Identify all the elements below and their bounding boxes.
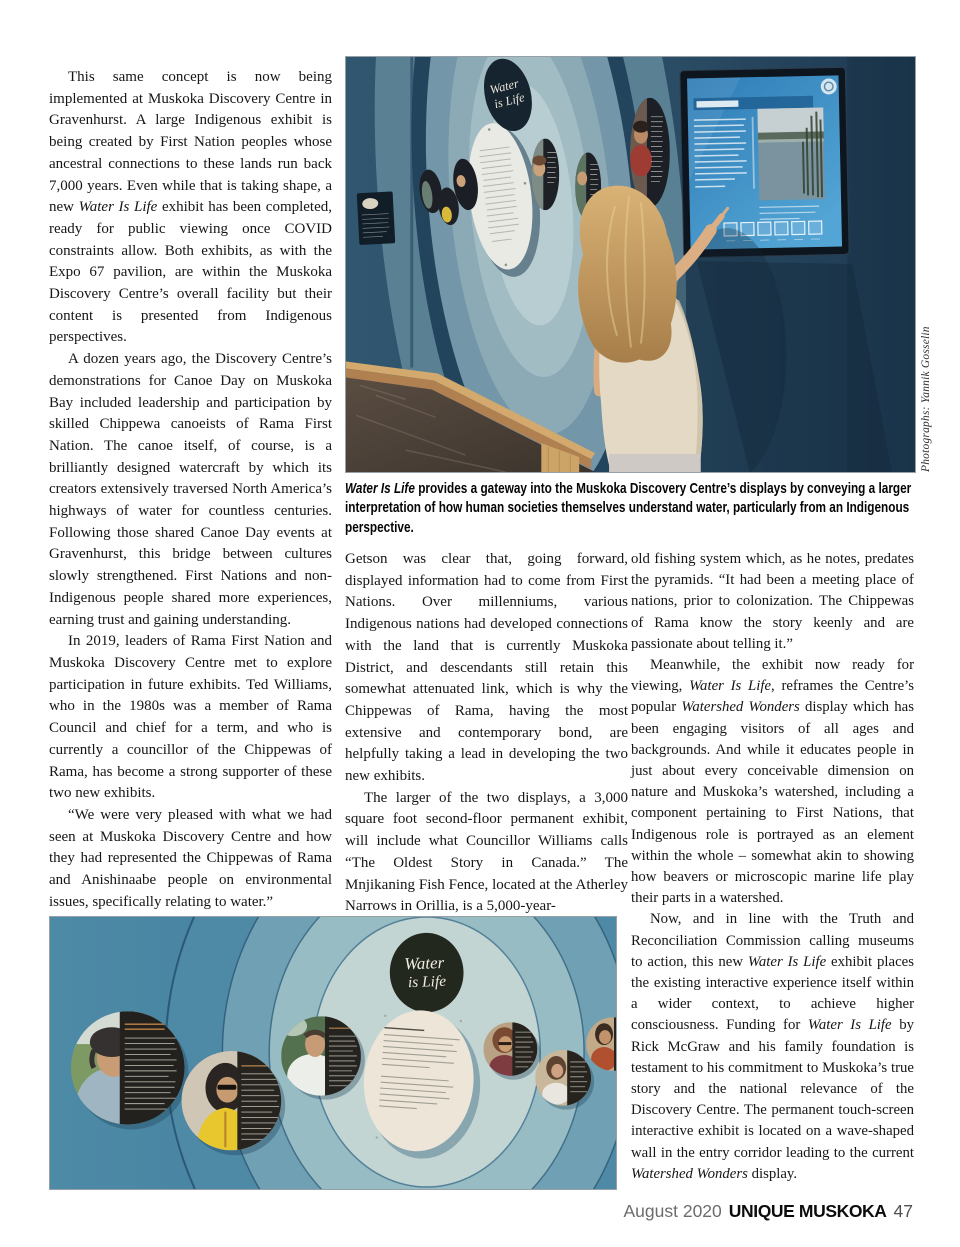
photo-top-illustration (346, 57, 915, 472)
paragraph: Meanwhile, the exhibit now ready for viewing, Water Is Life, reframes the Centre’s popular Watershed Wonders display which has been engaging visitors of all ages and backgrounds. And while it educates people in just about every conceivable dimension on nature and Muskoka’s watershed, including a component pertaining to First Nations, that Indigenous role is portrayed as an element within the whole – somewhat akin to showing how beavers or microscopic marine life play their parts in a watershed. (631, 657, 915, 907)
paragraph: Getson was clear that, going forward, displayed information had to come from First Nations. Over millenniums, various Indigenous nations had developed connections with the land that is currently Muskoka District, and descendants still retain this somewhat attenuated link, which is why the Chippewas of Rama, having the most extensive and contemporary bond, are helpfully taking a lead in developing the two new exhibits. (345, 551, 628, 785)
article-column-right (631, 549, 914, 1185)
wall-title-line2: is Life (407, 972, 447, 992)
photo-caption: Water Is Life provides a gateway into the Muskoka Discovery Centre’s displays by conveying a larger interpretation of how human societies themselves understand water, particularly from an Indigenous perspective. (345, 481, 912, 536)
portrait-light-top (535, 1050, 591, 1106)
footer-issue-date: August 2020 (623, 1201, 722, 1221)
wall-title-line1: Water (403, 953, 445, 974)
paragraph: Now, and in line with the Truth and Reconciliation Commission calling museums to action, this new Water Is Life exhibit places the existing interactive experience itself within a wider context, to achieve higher consciousness. Funding for Water Is Life by Rick McGraw and his family foundation is testament to his commitment to Muskoka’s true story and the national relevance of the Discovery Centre. The permanent touch-screen interactive exhibit is located on a wave-shaped wall in the entry corridor leading to the current Watershed Wonders display. (631, 911, 914, 1182)
photo-bottom-illustration (50, 917, 616, 1189)
paragraph: This same concept is now being implemented at Muskoka Discovery Centre in Gravenhurst. A large Indigenous exhibit is being created by First Nation peoples whose ancestral connections to these lands run back 7,000 years. Even while that is taking shape, a new Water Is Life exhibit has been completed, ready for public viewing once COVID constraints allow. Both exhibits, as with the Expo 67 pavilion, are within the Muskoka Discovery Centre’s overall facility but their content is presented from Indigenous perspectives. (49, 69, 333, 346)
wall-plaque (357, 191, 396, 245)
footer-magazine-name: UNIQUE MUSKOKA (728, 1201, 887, 1221)
article-column-middle (345, 549, 628, 918)
photo-credit: Photographs: Yannik Gosselin (920, 326, 932, 472)
screen-lake-image (757, 108, 825, 201)
footer-page-number: 47 (893, 1201, 913, 1221)
paragraph: The larger of the two displays, a 3,000 square foot second-floor permanent exhibit, will include what Councillor Williams calls “The Oldest Story in Canada.” The Mnjikaning Fish Fence, located at the Atherley Narrows in Orillia, is a 5,000-year- (345, 789, 628, 915)
photo-top-touchscreen-exhibit (345, 56, 916, 473)
paragraph: “We were very pleased with what we had seen at Muskoka Discovery Centre and how they had represented the Chippewas of Rama and Anishinaabe people on environmental issues, specifically relating to water.” (49, 806, 332, 910)
paragraph: old fishing system which, as he notes, predates the pyramids. “It had been a meeting place of nations, prior to colonization. The Chippewas of Rama know the story keenly and are passionate about telling it.” (631, 551, 914, 652)
photo-bottom-exhibit-wall (49, 916, 617, 1190)
wall-title-line1: Water (488, 76, 521, 97)
paragraph: In 2019, leaders of Rama First Nation and Muskoka Discovery Centre met to explore participation in future exhibits. Ted Williams, who in the 1980s was a member of Rama Council and chief for a term, and who is currently a councillor of the Chippewas of Rama, has become a strong supporter of these two new exhibits. (49, 633, 332, 802)
paragraph: A dozen years ago, the Discovery Centre’s demonstrations for Canoe Day on Muskoka Bay included leadership and participation by skilled Chippewa canoeists of Rama First Nation. The canoe itself, of course, is a brilliantly designed watercraft by which its creators extensively traversed North America’s highways of water for countless centuries. Following those shared Canoe Day events at Gravenhurst, this bridge between cultures slowly strengthened. First Nations and non-Indigenous people shared more experiences, earning trust and gaining understanding. (49, 351, 332, 628)
wall-title-line2: is Life (492, 90, 527, 112)
article-column-left (49, 67, 332, 935)
svg-text:Water is Life (404, 953, 449, 991)
page-footer (624, 1201, 914, 1222)
